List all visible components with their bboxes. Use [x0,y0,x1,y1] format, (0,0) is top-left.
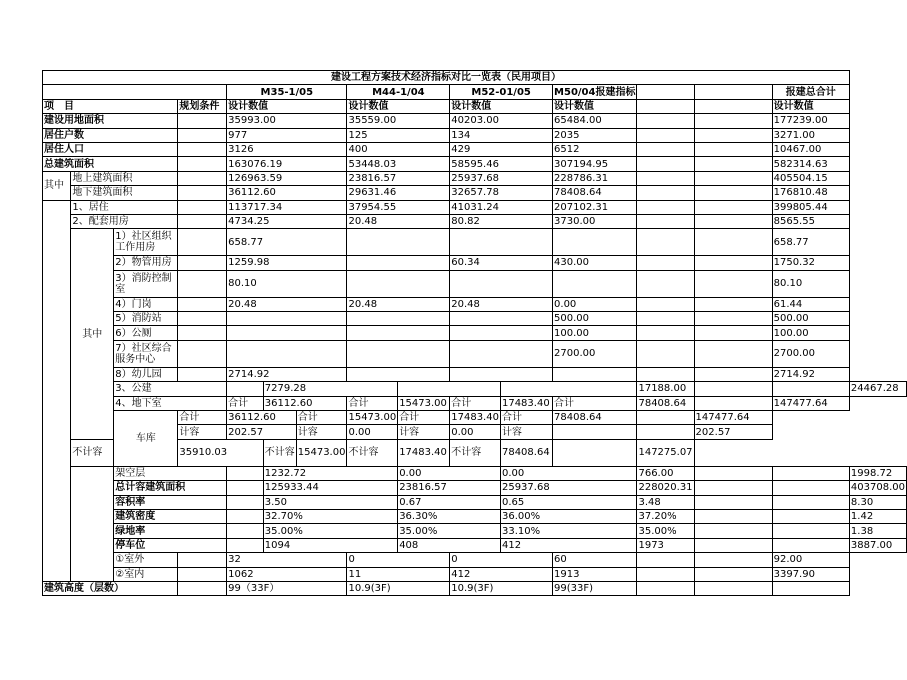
table-row: 3）消防控制室 80.10 80.10 [43,270,907,297]
row-label: 1、居住 [71,200,178,214]
table-row: 居住户数 977 125 134 2035 3271.00 [43,128,907,142]
item-header: 项 目 [43,99,178,113]
project-m52: M52-01/05 [450,85,553,99]
table-row: 车库 合计 36112.60 合计 15473.00 合计 17483.40 合计 78408.64 147477.64 [43,411,907,425]
row-label: 2、配套用房 [71,214,178,228]
project-m50: M50/04报建指标 [554,86,636,98]
table-row: 4、地下室 合计 36112.60 合计 15473.00 合计 17483.40 合计 78408.64 147477.64 [43,396,907,410]
row-label: 居住人口 [43,142,178,156]
row-label: 容积率 [114,495,227,509]
table-row: 架空层 1232.72 0.00 0.00 766.00 1998.72 [43,466,907,480]
design-header: 设计数值 [772,99,849,113]
row-label: 8）幼儿园 [114,367,178,381]
table-row: 6）公厕 100.00 100.00 [43,326,907,340]
table-row: ①室外 32 0 0 60 92.00 [43,553,907,567]
table-row: 建筑高度（层数） 99（33F） 10.9(3F) 10.9(3F) 99(33F) [43,581,907,595]
row-label: ②室内 [114,567,178,581]
table-row: 2、配套用房 4734.25 20.48 80.82 3730.00 8565.55 [43,214,907,228]
row-label: 6）公厕 [114,326,178,340]
project-m35: M35-1/05 [227,85,347,99]
table-row: ②室内 1062 11 412 1913 3397.90 [43,567,907,581]
table-row: 3、公建 7279.28 17188.00 24467.28 [43,382,907,396]
table-row: 4）门岗 20.48 20.48 20.48 0.00 61.44 [43,297,907,311]
table-row: 5）消防站 500.00 500.00 [43,312,907,326]
table-row: 7）社区综合服务中心 2700.00 2700.00 [43,340,907,367]
row-label: 停车位 [114,538,227,552]
design-header: 设计数值 [450,99,553,113]
among-label: 其中 [43,171,71,200]
table-row: 其中 地上建筑面积 126963.59 23816.57 25937.68 228786.31 405504.15 [43,171,907,185]
table-row: 容积率 3.50 0.67 0.65 3.48 8.30 [43,495,907,509]
table-row: 1、居住 113717.34 37954.55 41031.24 207102.31 399805.44 [43,200,907,214]
table-row: 建筑密度 32.70% 36.30% 36.00% 37.20% 1.42 [43,509,907,523]
planning-header: 规划条件 [178,99,227,113]
row-label: 绿地率 [114,524,227,538]
table-row: 计容 202.57 计容 0.00 计容 0.00 计容 202.57 [43,425,907,439]
row-label: 7）社区综合服务中心 [114,340,178,367]
column-header-row [43,99,907,113]
table-row: 建设用地面积 35993.00 35559.00 40203.00 65484.00 177239.00 [43,114,907,128]
row-label: 4）门岗 [114,297,178,311]
row-label: 3）消防控制室 [114,270,178,297]
row-label: 1）社区组织工作用房 [114,229,178,256]
row-label: 建筑高度（层数） [43,581,178,595]
row-label: ①室外 [114,553,178,567]
among-label: 其中 [71,229,114,440]
project-header-row [43,85,907,99]
row-label: 架空层 [114,466,227,480]
row-label: 总计容建筑面积 [114,481,227,495]
row-label: 2）物管用房 [114,256,178,270]
project-total: 报建总合计 [772,85,849,99]
table-row: 不计容 35910.03 不计容 15473.00 不计容 17483.40 不计容 78408.64 147275.07 [43,439,907,466]
table-row: 总建筑面积 163076.19 53448.03 58595.46 307194.95 582314.63 [43,157,907,171]
garage-label: 车库 [114,411,178,467]
row-label: 3、公建 [114,382,227,396]
table-row: 地下建筑面积 36112.60 29631.46 32657.78 78408.64 176810.48 [43,186,907,200]
row-label: 建设用地面积 [43,114,178,128]
table-row: 总计容建筑面积 125933.44 23816.57 25937.68 228020.31 403708.00 [115,482,905,494]
table-row: 居住人口 3126 400 429 6512 10467.00 [43,142,907,156]
row-label: 总建筑面积 [43,157,178,171]
row-label: 居住户数 [43,128,178,142]
design-header: 设计数值 [227,99,347,113]
table-row: 其中 1）社区组织工作用房 658.77 658.77 [43,229,907,256]
row-label: 4、地下室 [114,396,227,410]
table-row: 停车位 1094 408 412 1973 3887.00 [43,538,907,552]
table-row: 8）幼儿园 2714.92 2714.92 [43,367,907,381]
table-row: 绿地率 35.00% 35.00% 33.10% 35.00% 1.38 [43,524,907,538]
row-label: 地下建筑面积 [71,186,178,200]
title-row [43,71,907,85]
project-m44: M44-1/04 [347,85,450,99]
row-label: 建筑密度 [114,509,227,523]
design-header: 设计数值 [553,99,637,113]
row-label: 地上建筑面积 [71,171,178,185]
table-title: 建设工程方案技术经济指标对比一览表（民用项目） [43,71,850,85]
design-header: 设计数值 [347,99,450,113]
row-label: 5）消防站 [114,312,178,326]
table-row: 2）物管用房 1259.98 60.34 430.00 1750.32 [43,256,907,270]
indicator-table [42,70,907,596]
